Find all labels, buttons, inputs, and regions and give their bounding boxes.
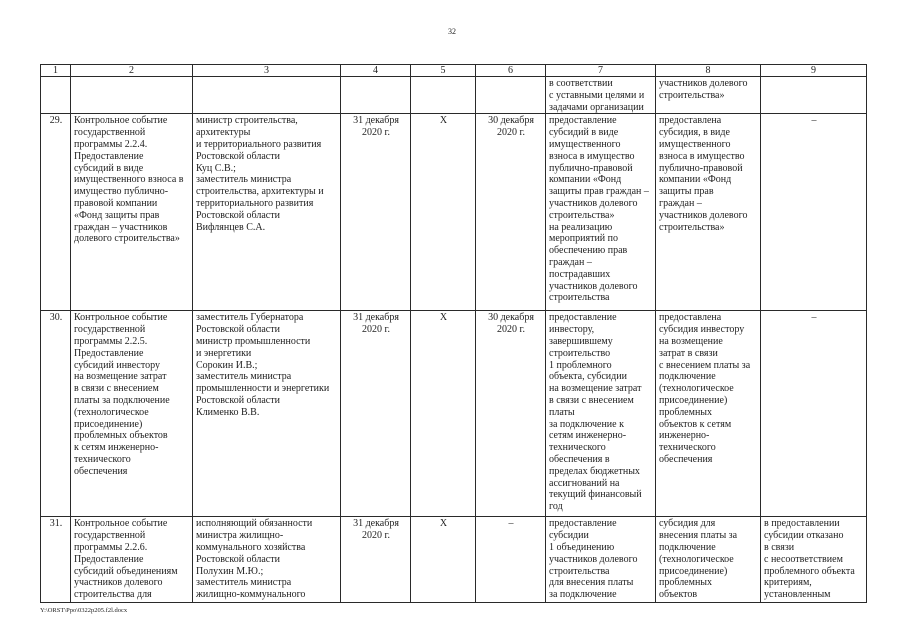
report-table <box>40 64 867 603</box>
column-number-8: 8 <box>656 65 761 77</box>
column-number-3: 3 <box>193 65 341 77</box>
column-number-header-row <box>41 65 867 77</box>
actual-date: 30 декабря 2020 г. <box>476 311 546 517</box>
continuation-expected-result: в соответствии с уставными целями и задачами организации <box>546 77 656 114</box>
row-number: 31. <box>41 517 71 603</box>
row-number: 30. <box>41 311 71 517</box>
column-number-6: 6 <box>476 65 546 77</box>
column-number-7: 7 <box>546 65 656 77</box>
continuation-cell-4 <box>341 77 411 114</box>
column-number-1: 1 <box>41 65 71 77</box>
planned-date: 31 декабря 2020 г. <box>341 517 411 603</box>
planned-date: 31 декабря 2020 г. <box>341 311 411 517</box>
column-5-mark: Х <box>411 311 476 517</box>
deviation-note: в предоставлении субсидии отказано в связи с несоответствием проблемного объекта критериям, установленным <box>761 517 867 603</box>
responsible-officials: министр строительства, архитектуры и территориального развития Ростовской области Куц С.В.; заместитель министра строительства, архитектуры и территориального развития Ростовской области Вифлянцев С.А. <box>193 114 341 311</box>
control-event-description: Контрольное событие государственной программы 2.2.4. Предоставление субсидий в виде имущественного взноса в имущество публично- правовой компании «Фонд защиты прав граждан – участников долевого строительства» <box>71 114 193 311</box>
actual-result: субсидия для внесения платы за подключение (технологическое присоединение) проблемных объектов <box>656 517 761 603</box>
column-number-5: 5 <box>411 65 476 77</box>
deviation-note: – <box>761 311 867 517</box>
expected-result: предоставление субсидии 1 объединению участников долевого строительства для внесения платы за подключение <box>546 517 656 603</box>
responsible-officials: заместитель Губернатора Ростовской области министр промышленности и энергетики Сорокин И.В.; заместитель министра промышленности и энергетики Ростовской области Клименко В.В. <box>193 311 341 517</box>
column-number-2: 2 <box>71 65 193 77</box>
continuation-cell-1 <box>41 77 71 114</box>
continuation-row <box>41 77 867 114</box>
actual-result: предоставлена субсидия, в виде имущественного взноса в имущество публично-правовой компании «Фонд защиты прав граждан – участников долевого строительства» <box>656 114 761 311</box>
row-number: 29. <box>41 114 71 311</box>
table-row <box>41 311 867 517</box>
actual-result: предоставлена субсидия инвестору на возмещение затрат в связи с внесением платы за подключение (технологическое присоединение) проблемных объектов к сетям инженерно- технического обеспечения <box>656 311 761 517</box>
column-5-mark: Х <box>411 114 476 311</box>
page-number: 32 <box>448 27 456 36</box>
column-number-4: 4 <box>341 65 411 77</box>
continuation-actual-result: участников долевого строительства» <box>656 77 761 114</box>
table-row <box>41 114 867 311</box>
continuation-cell-2 <box>71 77 193 114</box>
continuation-cell-9 <box>761 77 867 114</box>
continuation-cell-5 <box>411 77 476 114</box>
document-file-path: Y:\ORST\Ppo\0322p205.f2l.docx <box>40 607 128 614</box>
expected-result: предоставление инвестору, завершившему строительство 1 проблемного объекта, субсидии на возмещение затрат в связи с внесением платы за подключение к сетям инженерно- технического обеспечения в пределах бюджетных ассигнований на текущий финансовый год <box>546 311 656 517</box>
responsible-officials: исполняющий обязанности министра жилищно- коммунального хозяйства Ростовской области Полухин М.Ю.; заместитель министра жилищно-коммунального <box>193 517 341 603</box>
control-event-description: Контрольное событие государственной программы 2.2.6. Предоставление субсидий объединениям участников долевого строительства для <box>71 517 193 603</box>
table-row <box>41 517 867 603</box>
column-number-9: 9 <box>761 65 867 77</box>
deviation-note: – <box>761 114 867 311</box>
planned-date: 31 декабря 2020 г. <box>341 114 411 311</box>
continuation-cell-3 <box>193 77 341 114</box>
control-event-description: Контрольное событие государственной программы 2.2.5. Предоставление субсидий инвестору на возмещение затрат в связи с внесением платы за подключение (технологическое присоединение) проблемных объектов к сетям инженерно- технического обеспечения <box>71 311 193 517</box>
actual-date: 30 декабря 2020 г. <box>476 114 546 311</box>
continuation-cell-6 <box>476 77 546 114</box>
expected-result: предоставление субсидий в виде имущественного взноса в имущество публично-правовой компании «Фонд защиты прав граждан – участников долевого строительства» на реализацию мероприятий по обеспечению прав граждан – пострадавших участников долевого строительства <box>546 114 656 311</box>
actual-date: – <box>476 517 546 603</box>
column-5-mark: Х <box>411 517 476 603</box>
